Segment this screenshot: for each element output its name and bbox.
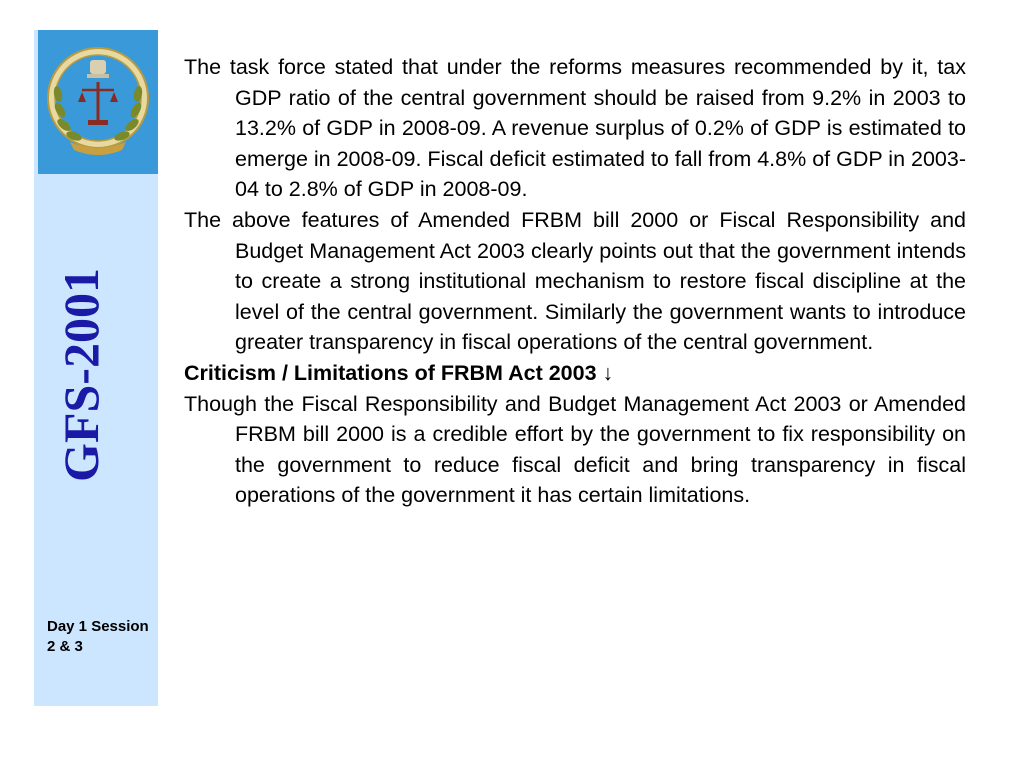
paragraph-frbm-features: The above features of Amended FRBM bill 2000 or Fiscal Responsibility and Budget Management Act 2003 clearly points out that the government intends to create a strong institutional mechanism to restore fiscal discipline at the level of the central government. Similarly the government wants to introduce greater transparency in fiscal operations of the central government. bbox=[184, 207, 966, 355]
emblem-icon bbox=[38, 30, 158, 174]
paragraph-task-force: The task force stated that under the reforms measures recommended by it, tax GDP ratio of the central government should be raised from 9.2% in 2003 to 13.2% of GDP in 2008-09. A revenue surplus of 0.2% of GDP is estimated to emerge in 2008-09. Fiscal deficit estimated to fall from 4.8% of GDP in 2003-04 to 2.8% of GDP in 2008-09. bbox=[184, 55, 966, 202]
vertical-title bbox=[36, 255, 126, 495]
emblem-box bbox=[38, 30, 158, 174]
section-heading: Criticism / Limitations of FRBM Act 2003 ↓ bbox=[184, 360, 614, 385]
paragraph-limitations: Though the Fiscal Responsibility and Budget Management Act 2003 or Amended FRBM bill 2000 is a credible effort by the government to fix responsibility on the government to reduce fiscal deficit and bring transparency in fiscal operations of the government it has certain limitations. bbox=[184, 391, 966, 508]
session-label: Day 1 Session 2 & 3 bbox=[47, 618, 149, 655]
sidebar-title: GFS-2001 bbox=[53, 268, 109, 482]
slide-content bbox=[184, 52, 966, 511]
